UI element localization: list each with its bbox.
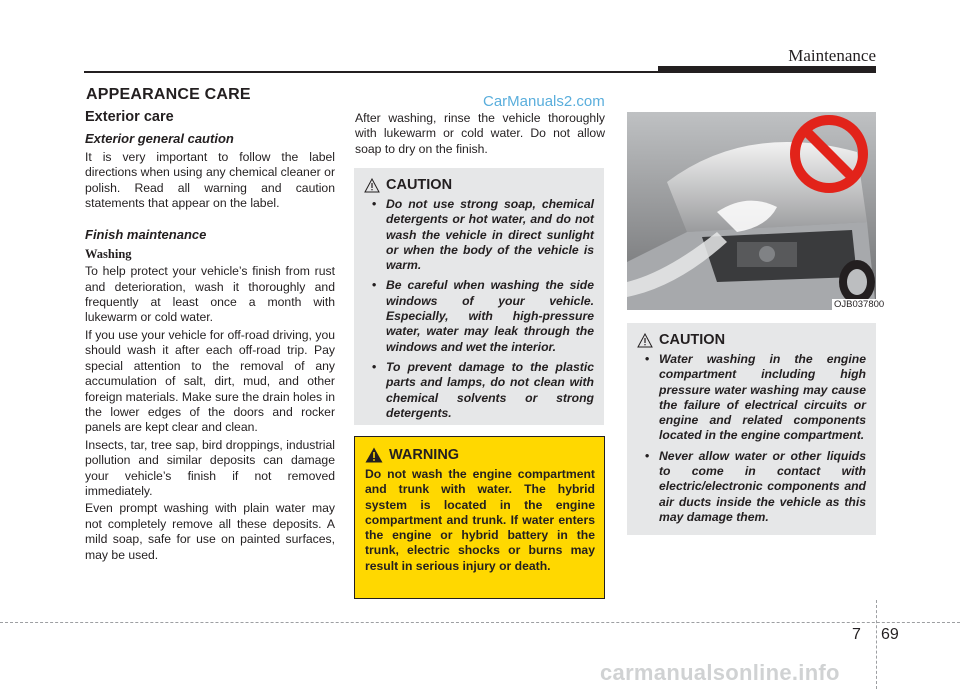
caution-title: [364, 177, 594, 193]
list-item: • Be careful when washing the side windows of your vehicle. Especially, with high-pressure water, water may leak through the windows and wet the interior.: [372, 278, 594, 354]
list-item: • To prevent damage to the plastic parts and lamps, do not clean with chemical solvents or strong detergents.: [372, 359, 594, 420]
caution-title: [637, 332, 866, 348]
paragraph: To help protect your vehicle’s finish from rust and deterioration, wash it thoroughly and frequently at least once a month with lukewarm or cold water.: [85, 264, 335, 325]
caution-title-text: CAUTION: [386, 177, 453, 193]
warning-title-text: WARNING: [389, 447, 460, 463]
warning-box: [354, 436, 605, 599]
page-number: 69: [881, 626, 899, 643]
caution-box: [354, 168, 604, 425]
column-1: [85, 110, 335, 565]
exterior-care-heading: Exterior care: [85, 109, 174, 125]
list-item: • Do not use strong soap, chemical detergents or hot water, and do not wash the vehicle in direct sunlight or when the body of the vehicle is warm.: [372, 197, 594, 273]
warning-text: Do not wash the engine compartment and trunk with water. The hybrid system is located in the engine compartment and trunk. If water enters the engine or hybrid battery in the trunk, electric shocks or burns may result in serious injury or death.: [365, 467, 595, 573]
list-item: • Water washing in the engine compartment including high pressure water washing may cause the failure of electrical circuits or engine and related components located in the engine compartment.: [645, 352, 866, 443]
warning-title: [365, 447, 595, 463]
washing-heading: Washing: [85, 246, 132, 261]
header-rule: [84, 71, 658, 73]
paragraph: If you use your vehicle for off-road driving, you should wash it after each off-road trip. Pay special attention to the removal of any accumulation of salt, dirt, mud, and other foreign materials. Make sure the drain holes in the lower edges of the doors and rocker panels are kept clear and clean.: [85, 327, 335, 435]
paragraph: Insects, tar, tree sap, bird droppings, industrial pollution and similar deposits can damage your vehicle’s finish if not removed immediately.: [85, 437, 335, 498]
photo-caption: OJB037800: [834, 299, 885, 310]
section-title: APPEARANCE CARE: [86, 86, 251, 103]
chapter-number: 7: [852, 626, 861, 643]
finish-maintenance-heading: Finish maintenance: [85, 227, 207, 243]
caution-box-engine: [627, 323, 876, 535]
footer-divider: [876, 600, 877, 689]
warning-triangle-filled-icon: [365, 447, 383, 463]
engine-wash-photo: [627, 112, 876, 310]
caution-list: [364, 197, 594, 421]
chapter-title: Maintenance: [788, 46, 876, 65]
caution-title-text: CAUTION: [659, 332, 726, 348]
header-rule-thick: [658, 66, 876, 73]
footer-rule: [0, 622, 960, 623]
warning-triangle-outline-icon: [637, 333, 653, 348]
exterior-general-caution-heading: Exterior general caution: [85, 131, 234, 147]
watermark-top: CarManuals2.com: [483, 93, 605, 110]
caution-list: [637, 352, 866, 525]
list-item: • Never allow water or other liquids to come in contact with electric/electronic components and air ducts inside the vehicle as this may damage them.: [645, 448, 866, 524]
warning-triangle-outline-icon: [364, 178, 380, 193]
paragraph: It is very important to follow the label directions when using any chemical cleaner or polish. Read all warning and caution statements that appear on the label.: [85, 149, 335, 211]
paragraph: Even prompt washing with plain water may not completely remove all these deposits. A mild soap, safe for use on painted surfaces, may be used.: [85, 501, 335, 562]
watermark-bottom: carmanualsonline.info: [600, 660, 840, 685]
rinse-paragraph: After washing, rinse the vehicle thoroughly with lukewarm or cold water. Do not allow soap to dry on the finish.: [355, 111, 605, 156]
